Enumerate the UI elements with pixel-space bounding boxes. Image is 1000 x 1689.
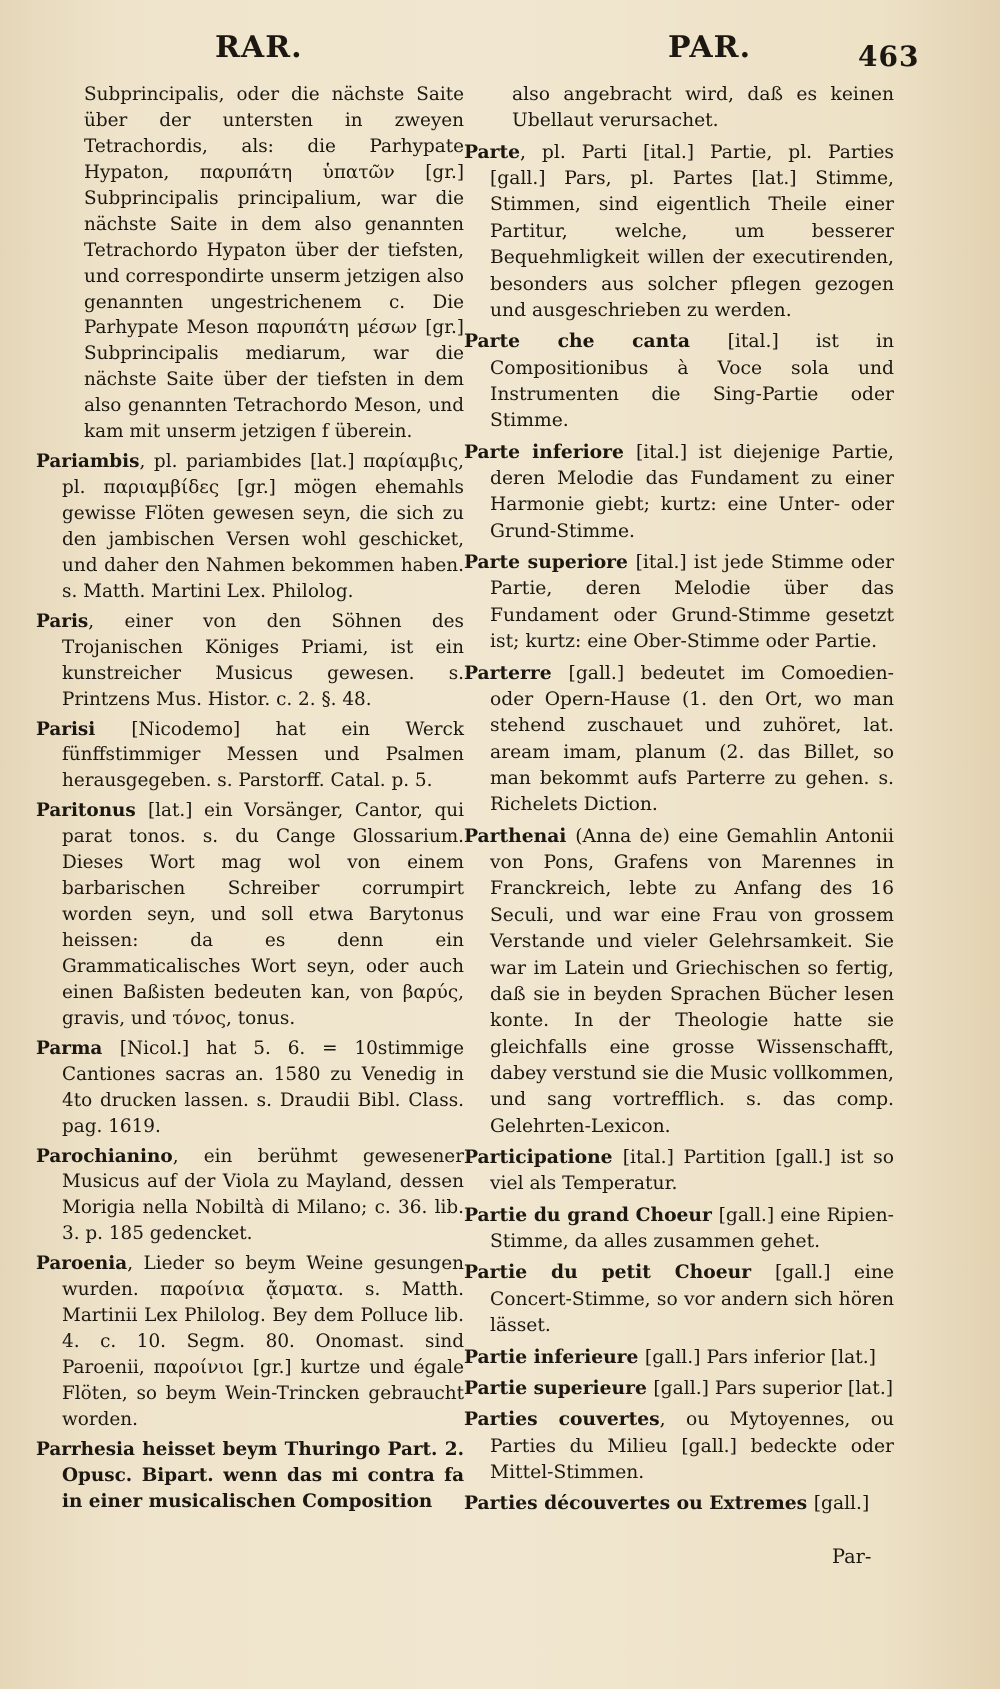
entry-headword: Participatione xyxy=(464,1146,623,1169)
entry-headword: Parisi xyxy=(36,718,132,740)
entry-headword: Parte superiore xyxy=(464,551,636,574)
entry-parthenai: Parthenai (Anna de) eine Gemahlin Antonii von Pons, Grafens von Marennes in Franckreich, lebte zu Anfang des 16 Seculi, und war eine Frau von grossem Verstande und vieler Gelehrsamkeit. Sie war im Latein und Griechischen so fertig, daß sie in beyden Sprachen Bücher lesen konte. In der Theologie hatte sie gleichfalls eine grosse Wissenschafft, dabey verstund sie die Music vollkommen, und sang vortrefflich. s. das comp. Gelehrten-Lexicon. xyxy=(464,824,894,1137)
entry-headword: Partie du petit Choeur xyxy=(464,1261,775,1284)
entry-paritonus: Paritonus [lat.] ein Vorsänger, Cantor, qui parat tonos. s. du Cange Glossarium. Dieses Wort mag wol von einem barbarischen Schreiber corrumpirt worden seyn, und soll etwa Barytonus heissen: da es denn ein Grammaticalisches Wort seyn, oder auch einen Baßisten bedeuten kan, von βαρύς, gravis, und τόνος, tonus. xyxy=(36,800,465,1029)
entry-parterre: Parterre [gall.] bedeutet im Comoedien- oder Opern-Hause (1. den Ort, wo man stehend zuschauet und zuhöret, lat. aream imam, planum (2. das Billet, so man bekommt aufs Parterre zu gehen. s. Richelets Diction. xyxy=(464,661,894,816)
entry-headword: Parties couvertes xyxy=(464,1408,660,1431)
entry-headword: Paritonus xyxy=(36,800,148,822)
entry-partie-superieure: Partie superieure [gall.] Pars superior [lat.] xyxy=(464,1376,894,1399)
entry-parte-superiore: Parte superiore [ital.] ist jede Stimme oder Partie, deren Melodie über das Fundament oder Grund-Stimme gesetzt ist; kurtz: eine Ober-Stimme oder Partie. xyxy=(464,551,894,653)
entry-headword: Parterre xyxy=(464,661,569,684)
entry-parties-couvertes: Parties couvertes, ou Mytoyennes, ou Parties du Milieu [gall.] bedeckte oder Mittel-Stimmen. xyxy=(464,1408,894,1483)
entry-parties-decouvertes: Parties découvertes ou Extremes [gall.] xyxy=(464,1492,870,1515)
entry-headword: Partie inferieure xyxy=(464,1345,645,1368)
entry-headword: Paroenia xyxy=(36,1253,128,1275)
entry-parrhesia xyxy=(36,1437,464,1515)
entry-parte-inferiore: Parte inferiore [ital.] ist diejenige Partie, deren Melodie das Fundament zu einer Harmonie giebt; kurtz: eine Unter- oder Grund-Stimme. xyxy=(464,440,894,542)
entry-parma: Parma [Nicol.] hat 5. 6. = 10stimmige Cantiones sacras an. 1580 zu Venedig in 4to drucken lassen. s. Draudii Bibl. Class. pag. 1619. xyxy=(36,1037,465,1137)
entry-parochianino: Parochianino, ein berühmt gewesener Musicus auf der Viola zu Mayland, dessen Morigia nella Nobiltà di Milano; c. 36. lib. 3. p. 185 gedencket. xyxy=(36,1145,464,1245)
left-column xyxy=(36,82,464,1519)
entry-continuation: Subprincipalis, oder die nächste Saite über der untersten in zweyen Tetrachordis, als: die Parhypate Hypaton, παρυπάτη ὑπατῶν [gr.] Subprincipalis principalium, war die nächste Saite in dem also genannten Tetrachordo Hypaton über der tiefsten, und correspondirte unserm jetzigen also genannten ungestrichenem c. Die Parhypate Meson παρυπάτη μέσων [gr.] Subprincipalis mediarum, war die nächste Saite über der tiefsten in dem also genannten Tetrachordo Meson, und kam mit unserm jetzigen f überein. xyxy=(84,84,464,443)
entry-headword: Parte xyxy=(464,140,521,163)
page-number: 463 xyxy=(858,40,920,73)
entry-parisi: Parisi [Nicodemo] hat ein Werck fünffstimmiger Messen und Psalmen herausgegeben. s. Parstorff. Catal. p. 5. xyxy=(36,718,465,792)
entry-headword: Paris xyxy=(36,610,89,632)
entry-continuation-right: also angebracht wird, daß es keinen Ubellaut verursachet. xyxy=(512,84,894,132)
entry-pariambis: Pariambis, pl. pariambides [lat.] παρίαμβις, pl. παριαμβίδες [gr.] mögen ehemahls gewisse Flöten gewesen seyn, die sich zu den jambischen Versen wohl geschicket, und daher den Nahmen bekommen haben. s. Matth. Martini Lex. Philolog. xyxy=(36,451,464,602)
entry-partie-du-petit-choeur: Partie du petit Choeur [gall.] eine Concert-Stimme, so vor andern sich hören lässet. xyxy=(464,1261,894,1337)
entry-headword: Partie superieure xyxy=(464,1376,654,1399)
right-column xyxy=(464,82,894,1522)
entry-parte-che-canta: Parte che canta [ital.] ist in Compositionibus à Voce sola und Instrumenten die Sing-Partie oder Stimme. xyxy=(464,330,894,432)
running-head-left: RAR. xyxy=(215,30,303,65)
entry-parte: Parte, pl. Parti [ital.] Partie, pl. Parties [gall.] Pars, pl. Partes [lat.] Stimme, Stimmen, sind eigentlich Theile einer Partitur, welche, um besserer Bequehmligkeit willen der executirenden, besonders aus solcher pflegen gezogen und ausgeschrieben zu werden. xyxy=(464,140,894,321)
entry-participatione: Participatione [ital.] Partition [gall.] ist so viel als Temperatur. xyxy=(464,1146,894,1195)
entry-headword: Pariambis xyxy=(36,451,140,473)
entry-headword: Partie du grand Choeur xyxy=(464,1203,719,1226)
entry-headword: Parte che canta xyxy=(464,330,728,353)
entry-headword: Parte inferiore xyxy=(464,440,636,463)
running-head-center: PAR. xyxy=(668,30,752,65)
entry-partie-inferieure: Partie inferieure [gall.] Pars inferior [lat.] xyxy=(464,1345,876,1368)
entry-paroenia: Paroenia, Lieder so beym Weine gesungen wurden. παροίνια ᾄσματα. s. Matth. Martinii Lex Philolog. Bey dem Polluce lib. 4. c. 10. Segm. 80. Onomast. sind Paroenii, παροίνιοι [gr.] kurtze und égale Flöten, so beym Wein-Trincken gebraucht worden. xyxy=(36,1253,464,1430)
entry-headword: Parthenai xyxy=(464,824,576,847)
entry-headword: Parrhesia heisset beym Thuringo Part. 2. Opusc. Bipart. wenn das mi contra fa in einer musicalischen Composition xyxy=(36,1438,464,1512)
entry-headword: Parochianino xyxy=(36,1145,173,1167)
entry-partie-du-grand-choeur: Partie du grand Choeur [gall.] eine Ripien-Stimme, da alles zusammen gehet. xyxy=(464,1203,894,1253)
entry-headword: Parma xyxy=(36,1037,120,1059)
entry-paris: Paris, einer von den Söhnen des Trojanischen Königes Priami, ist ein kunstreicher Musicus gewesen. s. Printzens Mus. Histor. c. 2. §. 48. xyxy=(36,610,464,710)
catchword: Par- xyxy=(832,1545,872,1568)
entry-headword: Parties découvertes ou Extremes xyxy=(464,1492,814,1515)
